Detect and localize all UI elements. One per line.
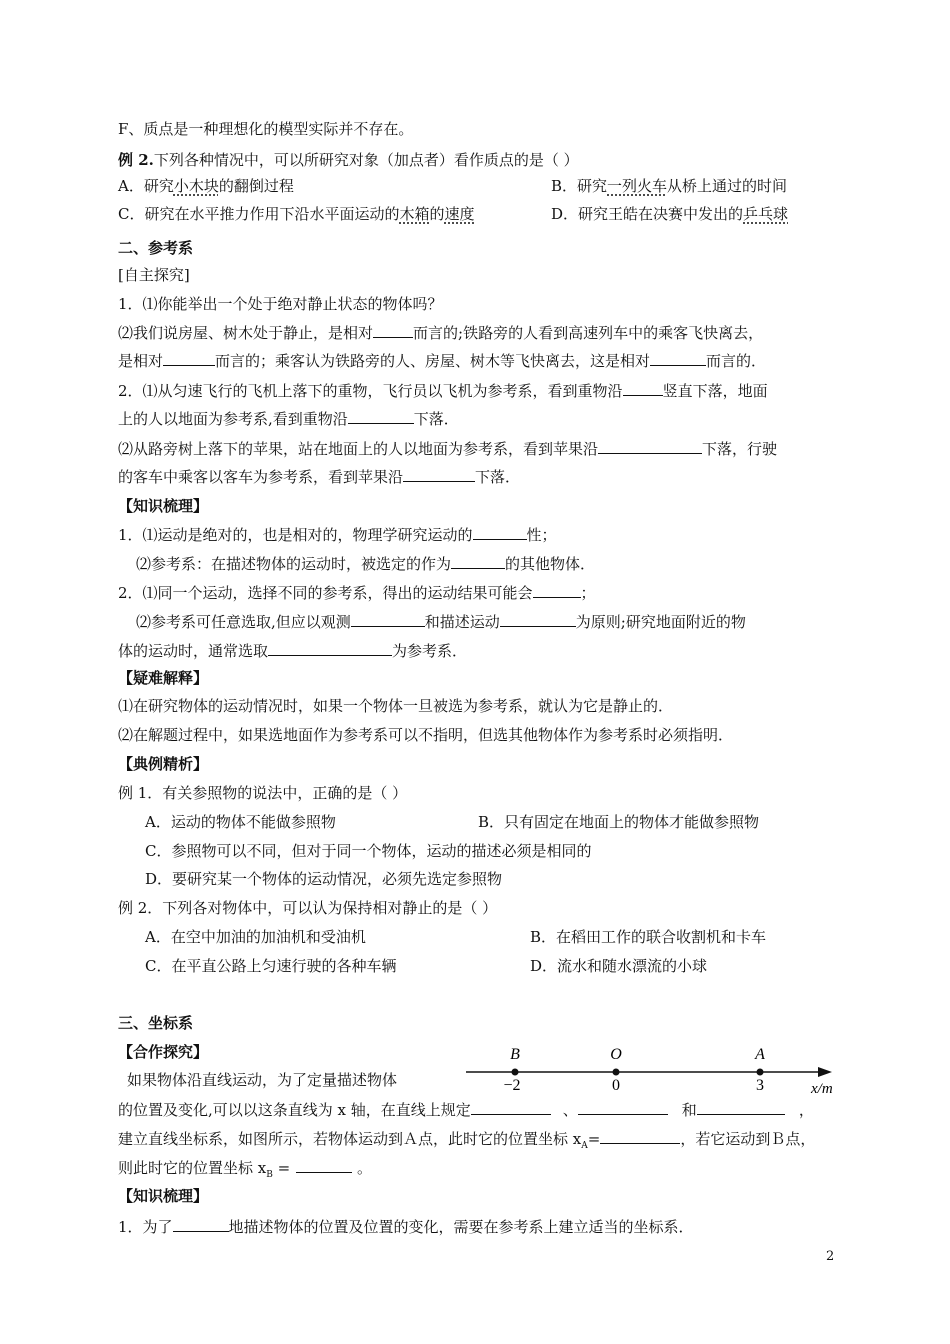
- fill-blank[interactable]: [163, 350, 215, 366]
- example-1-option-b: B．只有固定在地面上的物体才能做参照物: [478, 813, 760, 831]
- option-text: 的翻倒过程: [218, 177, 294, 195]
- fill-blank[interactable]: [471, 1099, 551, 1115]
- text: =: [272, 1159, 291, 1177]
- fill-blank[interactable]: [578, 1099, 668, 1115]
- fill-blank[interactable]: [403, 466, 475, 482]
- examples-tag: 【典例精析】: [118, 755, 209, 773]
- dotted-subject: 乒乓球: [743, 205, 789, 223]
- text: 1．⑴运动是绝对的，也是相对的，物理学研究运动的: [118, 526, 473, 544]
- section-heading-coordinate-system: 三、坐标系: [118, 1014, 194, 1032]
- text: ；: [580, 584, 596, 602]
- question-text: 下列各种情况中，可以所研究对象（加点者）看作质点的是（ ）: [153, 151, 579, 169]
- text: 为原则;研究地面附近的物: [575, 613, 746, 631]
- coord-paragraph-line2: [118, 1099, 814, 1119]
- dotted-subject: 速度: [444, 205, 475, 223]
- q2-line4: [118, 466, 520, 486]
- point-b-dot: [512, 1069, 519, 1076]
- text: 性；: [526, 526, 557, 544]
- fill-blank[interactable]: [373, 322, 413, 338]
- fill-blank[interactable]: [598, 438, 702, 454]
- q1-line1: 1．⑴你能举出一个处于绝对静止状态的物体吗？: [118, 295, 443, 313]
- example-label: 例 2.: [118, 151, 154, 169]
- text: 地描述物体的位置及位置的变化，需要在参考系上建立适当的坐标系．: [228, 1218, 694, 1236]
- text: 竖直下落，地面: [662, 382, 768, 400]
- q2-line2: [118, 408, 459, 428]
- coord-paragraph-line3: [118, 1128, 816, 1151]
- example-2b-option-b: B．在稻田工作的联合收割机和卡车: [530, 928, 767, 946]
- option-text: D．研究王皓在决赛中发出的: [551, 205, 744, 223]
- text: 2．⑴从匀速飞行的飞机上落下的重物，飞行员以飞机为参考系，看到重物沿: [118, 382, 623, 400]
- knowledge-tag: 【知识梳理】: [118, 497, 209, 515]
- text: ⑵我们说房屋、树木处于静止，是相对: [118, 324, 374, 342]
- coord-o: 0: [612, 1077, 620, 1094]
- difficult-tag: 【疑难解释】: [118, 669, 209, 687]
- section-heading-reference-frame: 二、参考系: [118, 239, 194, 257]
- coord-b: −2: [503, 1077, 521, 1094]
- k2-line1: [118, 582, 596, 602]
- q2-line3: [118, 438, 777, 458]
- text: 、: [562, 1101, 578, 1119]
- fill-blank[interactable]: [473, 524, 527, 540]
- fill-blank[interactable]: [173, 1216, 229, 1232]
- text: 为参考系．: [392, 642, 468, 660]
- label-o: O: [610, 1046, 622, 1063]
- coord-paragraph-line4: [118, 1157, 372, 1180]
- difficult-2: ⑵在解题过程中，如果选地面作为参考系可以不指明，但选其他物体作为参考系时必须指明．: [118, 726, 734, 744]
- text: 则此时它的位置坐标 x: [118, 1159, 267, 1177]
- text: 和描述运动: [424, 613, 500, 631]
- text: 的位置及变化,可以以这条直线为 x 轴，在直线上规定: [118, 1101, 471, 1119]
- example-1-option-c: C．参照物可以不同，但对于同一个物体，运动的描述必须是相同的: [145, 842, 592, 860]
- dotted-subject: 一列火车: [607, 177, 668, 195]
- q2-line1: [118, 380, 768, 400]
- example-1-option-a: A．运动的物体不能做参照物: [145, 813, 336, 831]
- text: ，: [798, 1101, 814, 1119]
- text: 建立直线坐标系，如图所示，若物体运动到Ａ点，此时它的位置坐标 x: [118, 1130, 582, 1148]
- text: 。: [352, 1159, 372, 1177]
- text: 的客车中乘客以客车为参考系，看到苹果沿: [118, 468, 404, 486]
- page-number: 2: [826, 1249, 835, 1264]
- fill-blank[interactable]: [600, 1128, 680, 1144]
- difficult-1: ⑴在研究物体的运动情况时，如果一个物体一旦被选为参考系，就认为它是静止的．: [118, 697, 674, 715]
- label-a: A: [755, 1046, 765, 1063]
- text: 而言的；乘客认为铁路旁的人、房屋、树木等飞快离去，这是相对: [215, 352, 651, 370]
- coord-paragraph-line1: 如果物体沿直线运动，为了定量描述物体: [127, 1071, 398, 1089]
- fill-blank[interactable]: [533, 582, 581, 598]
- example-1-option-d: D．要研究某一个物体的运动情况，必须先选定参照物: [145, 870, 503, 888]
- fill-blank[interactable]: [351, 611, 425, 627]
- option-a: [118, 176, 294, 196]
- self-explore-tag: [自主探究]: [118, 266, 190, 284]
- text: ，若它运动到Ｂ点，: [680, 1130, 816, 1148]
- knowledge-tag-2: 【知识梳理】: [118, 1187, 209, 1205]
- text: 和: [681, 1101, 697, 1119]
- dotted-subject: 木箱: [399, 205, 430, 223]
- text: 下落．: [413, 410, 459, 428]
- text: 是相对: [118, 352, 164, 370]
- fill-blank[interactable]: [650, 350, 706, 366]
- axis-arrow-icon: [818, 1067, 832, 1077]
- coord-a: 3: [756, 1077, 764, 1094]
- fill-blank[interactable]: [268, 640, 392, 656]
- fill-blank[interactable]: [348, 408, 414, 424]
- k2-line2: [136, 611, 746, 631]
- text: 而言的．: [706, 352, 767, 370]
- text: =: [587, 1130, 601, 1148]
- option-text: A．研究: [118, 177, 174, 195]
- fill-blank[interactable]: [500, 611, 576, 627]
- subscript: B: [266, 1170, 273, 1180]
- point-a-dot: [757, 1069, 764, 1076]
- text: 的其他物体．: [505, 555, 596, 573]
- statement-f: F、质点是一种理想化的模型实际并不存在。: [118, 120, 414, 138]
- k1-line2: [136, 553, 595, 573]
- number-line-figure: [462, 1040, 844, 1096]
- axis-label: x/m: [811, 1081, 833, 1096]
- option-text: C．研究在水平推力作用下沿水平面运动的: [118, 205, 400, 223]
- text: 下落．: [475, 468, 521, 486]
- option-c: [118, 204, 475, 224]
- example-2b-option-d: D．流水和随水漂流的小球: [530, 957, 708, 975]
- option-text: 从桥上通过的时间: [667, 177, 788, 195]
- text: 而言的;铁路旁的人看到高速列车中的乘客飞快离去，: [413, 324, 764, 342]
- fill-blank[interactable]: [451, 553, 505, 569]
- q1-line2: [118, 322, 763, 342]
- coord-knowledge-1: [118, 1216, 694, 1236]
- dotted-subject: 小木块: [173, 177, 219, 195]
- text: ⑵从路旁树上落下的苹果，站在地面上的人以地面为参考系，看到苹果沿: [118, 440, 599, 458]
- text: 体的运动时，通常选取: [118, 642, 269, 660]
- subscript: A: [581, 1141, 588, 1151]
- example-2b-question: 例 2．下列各对物体中，可以认为保持相对静止的是（ ）: [118, 899, 498, 917]
- label-b: B: [510, 1046, 520, 1063]
- fill-blank[interactable]: [623, 380, 663, 396]
- k1-line1: [118, 524, 557, 544]
- text: 1．为了: [118, 1218, 173, 1236]
- text: 上的人以地面为参考系,看到重物沿: [118, 410, 348, 428]
- text: 下落，行驶: [702, 440, 778, 458]
- option-b: [551, 176, 787, 196]
- text: ⑵参考系：在描述物体的运动时，被选定的作为: [136, 555, 452, 573]
- coop-explore-tag: 【合作探究】: [118, 1043, 209, 1061]
- example-2b-option-c: C．在平直公路上匀速行驶的各种车辆: [145, 957, 397, 975]
- option-text: B．研究: [551, 177, 608, 195]
- example-2-question: [118, 150, 579, 170]
- example-1-question: 例 1．有关参照物的说法中，正确的是（ ）: [118, 784, 408, 802]
- fill-blank[interactable]: [697, 1099, 785, 1115]
- point-o-dot: [613, 1069, 620, 1076]
- text: 2．⑴同一个运动，选择不同的参考系，得出的运动结果可能会: [118, 584, 533, 602]
- option-d: [551, 204, 788, 224]
- option-text: 的: [429, 205, 445, 223]
- example-2b-option-a: A．在空中加油的加油机和受油机: [145, 928, 366, 946]
- k2-line3: [118, 640, 467, 660]
- text: ⑵参考系可任意选取,但应以观测: [136, 613, 351, 631]
- fill-blank[interactable]: [296, 1157, 352, 1173]
- q1-line3: [118, 350, 766, 370]
